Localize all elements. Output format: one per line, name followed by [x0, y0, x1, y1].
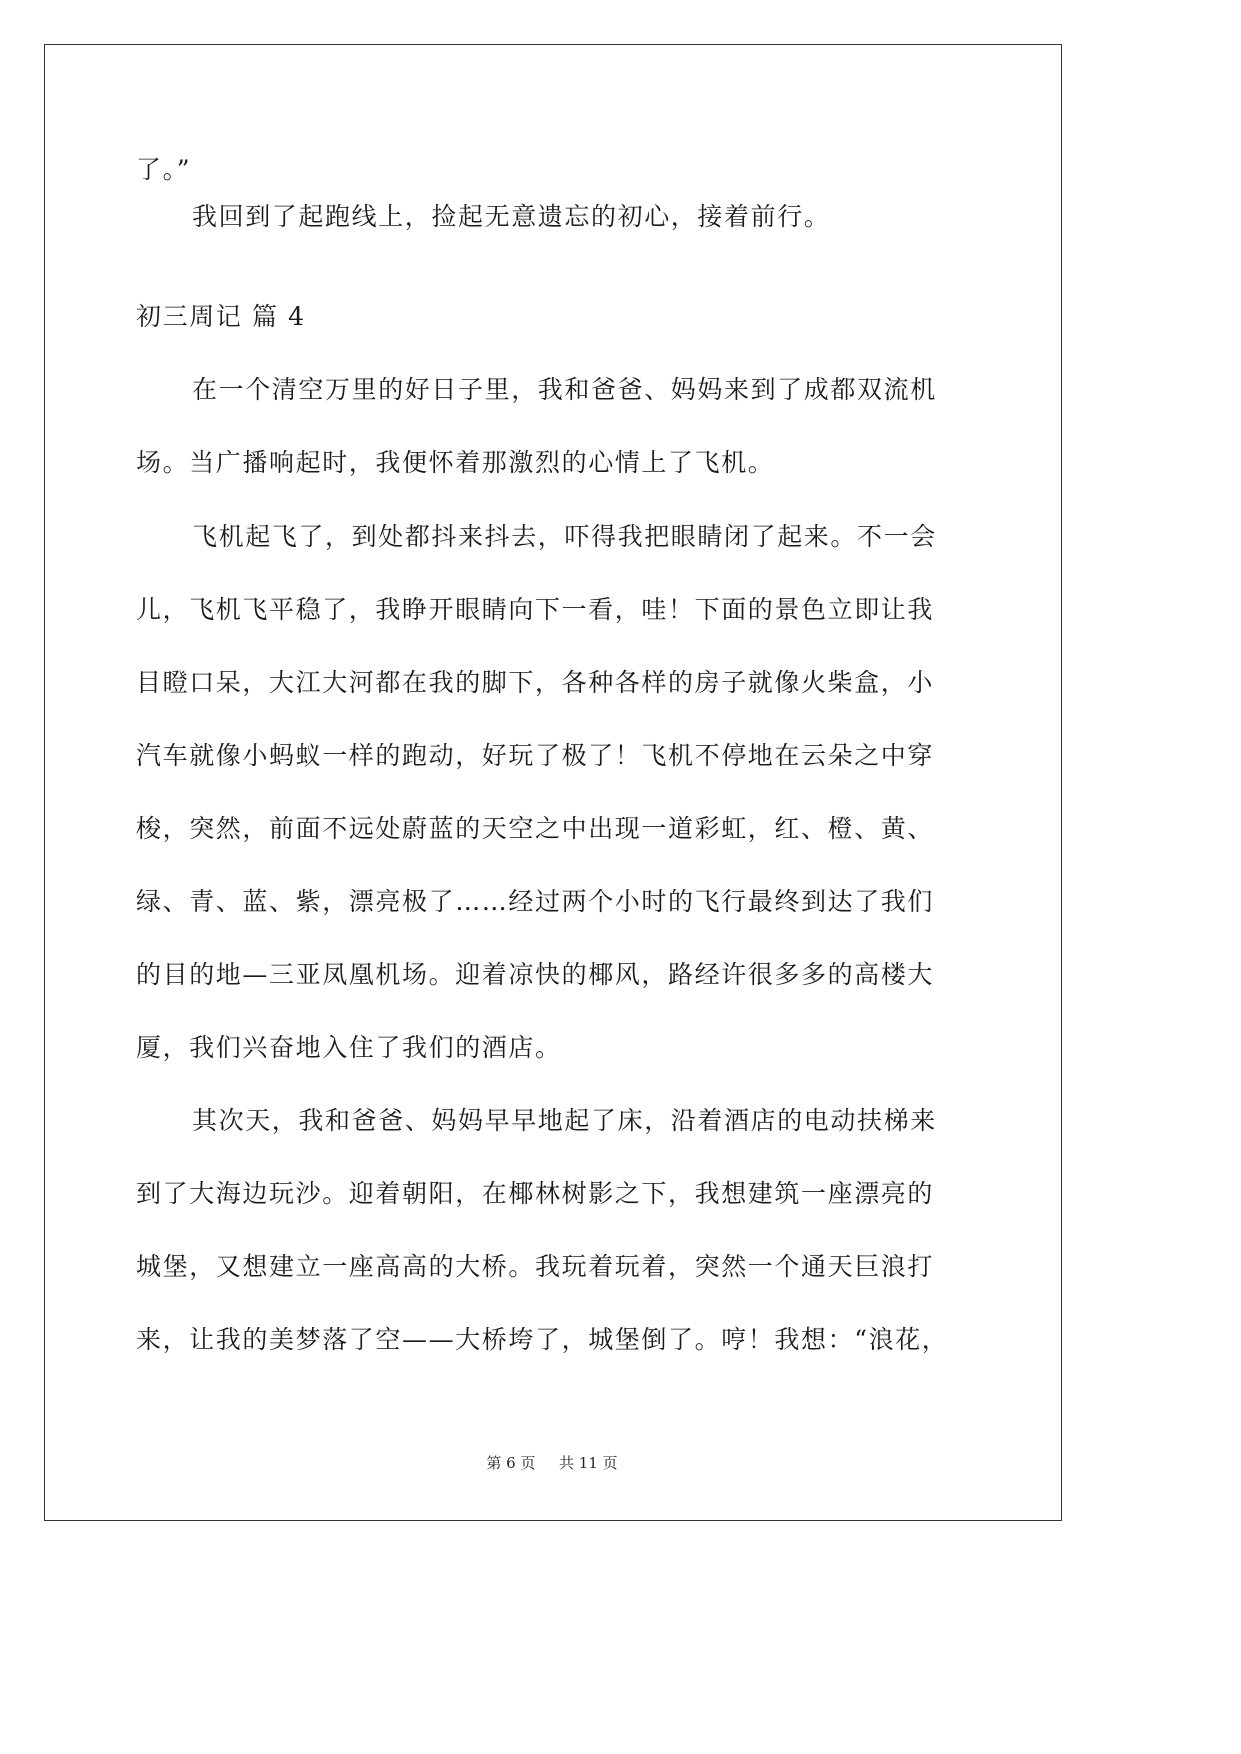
paragraph-line: 的目的地—三亚凤凰机场。迎着凉快的椰风，路经许很多多的高楼大: [136, 960, 935, 989]
paragraph-line: 场。当广播响起时，我便怀着那激烈的心情上了飞机。: [136, 448, 775, 477]
page-total: 共 11 页: [559, 1454, 618, 1472]
paragraph-line: 目瞪口呆，大江大河都在我的脚下，各种各样的房子就像火柴盒，小: [136, 668, 935, 697]
section-heading: 初三周记 篇 4: [136, 302, 306, 331]
page-border: [44, 44, 1062, 1521]
paragraph-line: 飞机起飞了，到处都抖来抖去，吓得我把眼睛闭了起来。不一会: [192, 522, 937, 551]
paragraph-line: 在一个清空万里的好日子里，我和爸爸、妈妈来到了成都双流机: [192, 375, 937, 404]
paragraph-line: 绿、青、蓝、紫，漂亮极了……经过两个小时的飞行最终到达了我们: [136, 887, 935, 916]
paragraph-line: 我回到了起跑线上，捡起无意遗忘的初心，接着前行。: [192, 202, 831, 231]
page-number: 第 6 页: [486, 1454, 536, 1472]
paragraph-line: 厦，我们兴奋地入住了我们的酒店。: [136, 1033, 562, 1062]
paragraph-line: 儿，飞机飞平稳了，我睁开眼睛向下一看，哇！下面的景色立即让我: [136, 595, 935, 624]
paragraph-line: 来，让我的美梦落了空——大桥垮了，城堡倒了。哼！我想：“浪花，: [136, 1325, 949, 1354]
paragraph-line: 其次天，我和爸爸、妈妈早早地起了床，沿着酒店的电动扶梯来: [192, 1106, 937, 1135]
paragraph-line: 了。”: [136, 155, 192, 184]
paragraph-line: 到了大海边玩沙。迎着朝阳，在椰林树影之下，我想建筑一座漂亮的: [136, 1179, 935, 1208]
page-footer: [0, 1453, 1104, 1473]
paragraph-line: 梭，突然，前面不远处蔚蓝的天空之中出现一道彩虹，红、橙、黄、: [136, 814, 935, 843]
paragraph-line: 汽车就像小蚂蚁一样的跑动，好玩了极了！飞机不停地在云朵之中穿: [136, 741, 935, 770]
paragraph-line: 城堡，又想建立一座高高的大桥。我玩着玩着，突然一个通天巨浪打: [136, 1252, 935, 1281]
